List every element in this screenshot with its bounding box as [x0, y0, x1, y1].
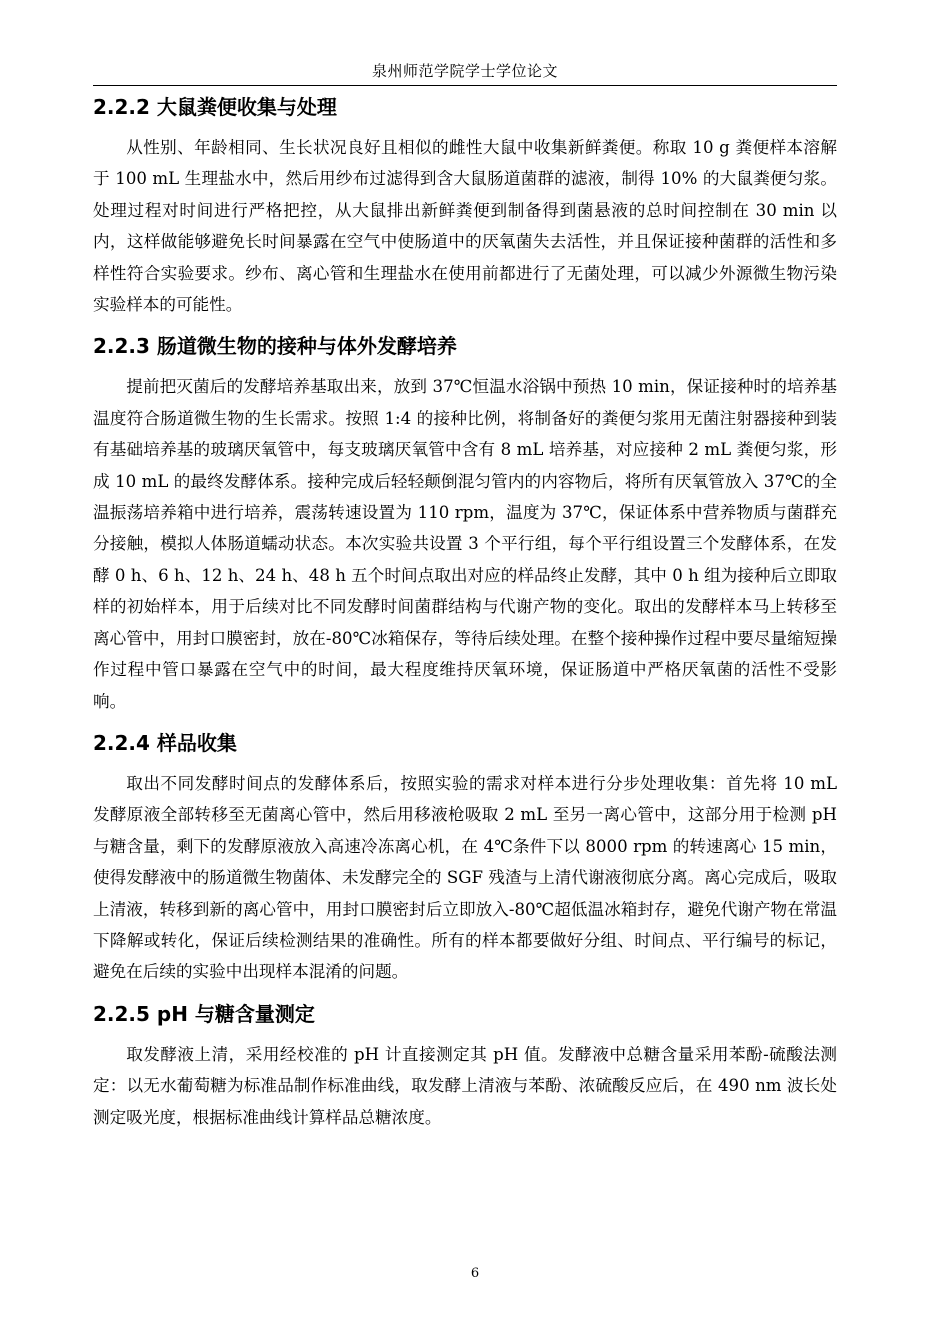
- paragraph-feces-collection: 从性别、年龄相同、生长状况良好且相似的雌性大鼠中收集新鲜粪便。称取 10 g 粪便样本溶解于 100 mL 生理盐水中，然后用纱布过滤得到含大鼠肠道菌群的滤液，制得 10% 的大鼠粪便匀浆。处理过程对时间进行严格把控，从大鼠排出新鲜粪便到制备得到菌悬液的总时间控制在 30 min 以内，这样做能够避免长时间暴露在空气中使肠道中的厌氧菌失去活性，并且保证接种菌群的活性和多样性符合实验要求。纱布、离心管和生理盐水在使用前都进行了无菌处理，可以减少外源微生物污染实验样本的可能性。: [93, 138, 837, 315]
- section-heading-2-2-5: 2.2.5 pH 与糖含量测定: [93, 1001, 315, 1026]
- paragraph-ph-sugar-measurement: 取发酵液上清，采用经校准的 pH 计直接测定其 pH 值。发酵液中总糖含量采用苯酚-硫酸法测定：以无水葡萄糖为标准品制作标准曲线，取发酵上清液与苯酚、浓硫酸反应后，在 490 nm 波长处测定吸光度，根据标准曲线计算样品总糖浓度。: [93, 1044, 837, 1127]
- section-heading-2-2-2: 2.2.2 大鼠粪便收集与处理: [93, 95, 337, 119]
- section-heading-2-2-3: 2.2.3 肠道微生物的接种与体外发酵培养: [93, 334, 457, 359]
- header-rule: [93, 85, 837, 86]
- page-content: [93, 89, 837, 1133]
- paragraph-inoculation-fermentation: 提前把灭菌后的发酵培养基取出来，放到 37℃恒温水浴锅中预热 10 min，保证接种时的培养基温度符合肠道微生物的生长需求。按照 1:4 的接种比例，将制备好的粪便匀浆用无菌注射器接种到装有基础培养基的玻璃厌氧管中，每支玻璃厌氧管中含有 8 mL 培养基，对应接种 2 mL 粪便匀浆，形成 10 mL 的最终发酵体系。接种完成后轻轻颠倒混匀管内的内容物后，将所有厌氧管放入 37℃的全温振荡培养箱中进行培养，震荡转速设置为 110 rpm，温度为 37℃，保证体系中营养物质与菌群充分接触，模拟人体肠道蠕动状态。本次实验共设置 3 个平行组，每个平行组设置三个发酵体系，在发酵 0 h、6 h、12 h、24 h、48 h 五个时间点取出对应的样品终止发酵，其中 0 h 组为接种后立即取样的初始样本，用于后续对比不同发酵时间菌群结构与代谢产物的变化。取出的发酵样本马上转移至离心管中，用封口膜密封，放在-80℃冰箱保存，等待后续处理。在整个接种操作过程中要尽量缩短操作过程中管口暴露在空气中的时间，最大程度维持厌氧环境，保证肠道中严格厌氧菌的活性不受影响。: [93, 377, 837, 711]
- paragraph-sample-collection: 取出不同发酵时间点的发酵体系后，按照实验的需求对样本进行分步处理收集：首先将 10 mL 发酵原液全部转移至无菌离心管中，然后用移液枪吸取 2 mL 至另一离心管中，这部分用于检测 pH 与糖含量，剩下的发酵原液放入高速冷冻离心机，在 4℃条件下以 8000 rpm 的转速离心 15 min，使得发酵液中的肠道微生物菌体、未发酵完全的 SGF 残渣与上清代谢液彻底分离。离心完成后，吸取上清液，转移到新的离心管中，用封口膜密封后立即放入-80℃超低温冰箱封存，避免代谢产物在常温下降解或转化，保证后续检测结果的准确性。所有的样本都要做好分组、时间点、平行编号的标记，避免在后续的实验中出现样本混淆的问题。: [93, 773, 837, 982]
- page-number: 6: [470, 1266, 480, 1281]
- section-heading-2-2-4: 2.2.4 样品收集: [93, 730, 237, 755]
- running-header: 泉州师范学院学士学位论文: [371, 62, 558, 80]
